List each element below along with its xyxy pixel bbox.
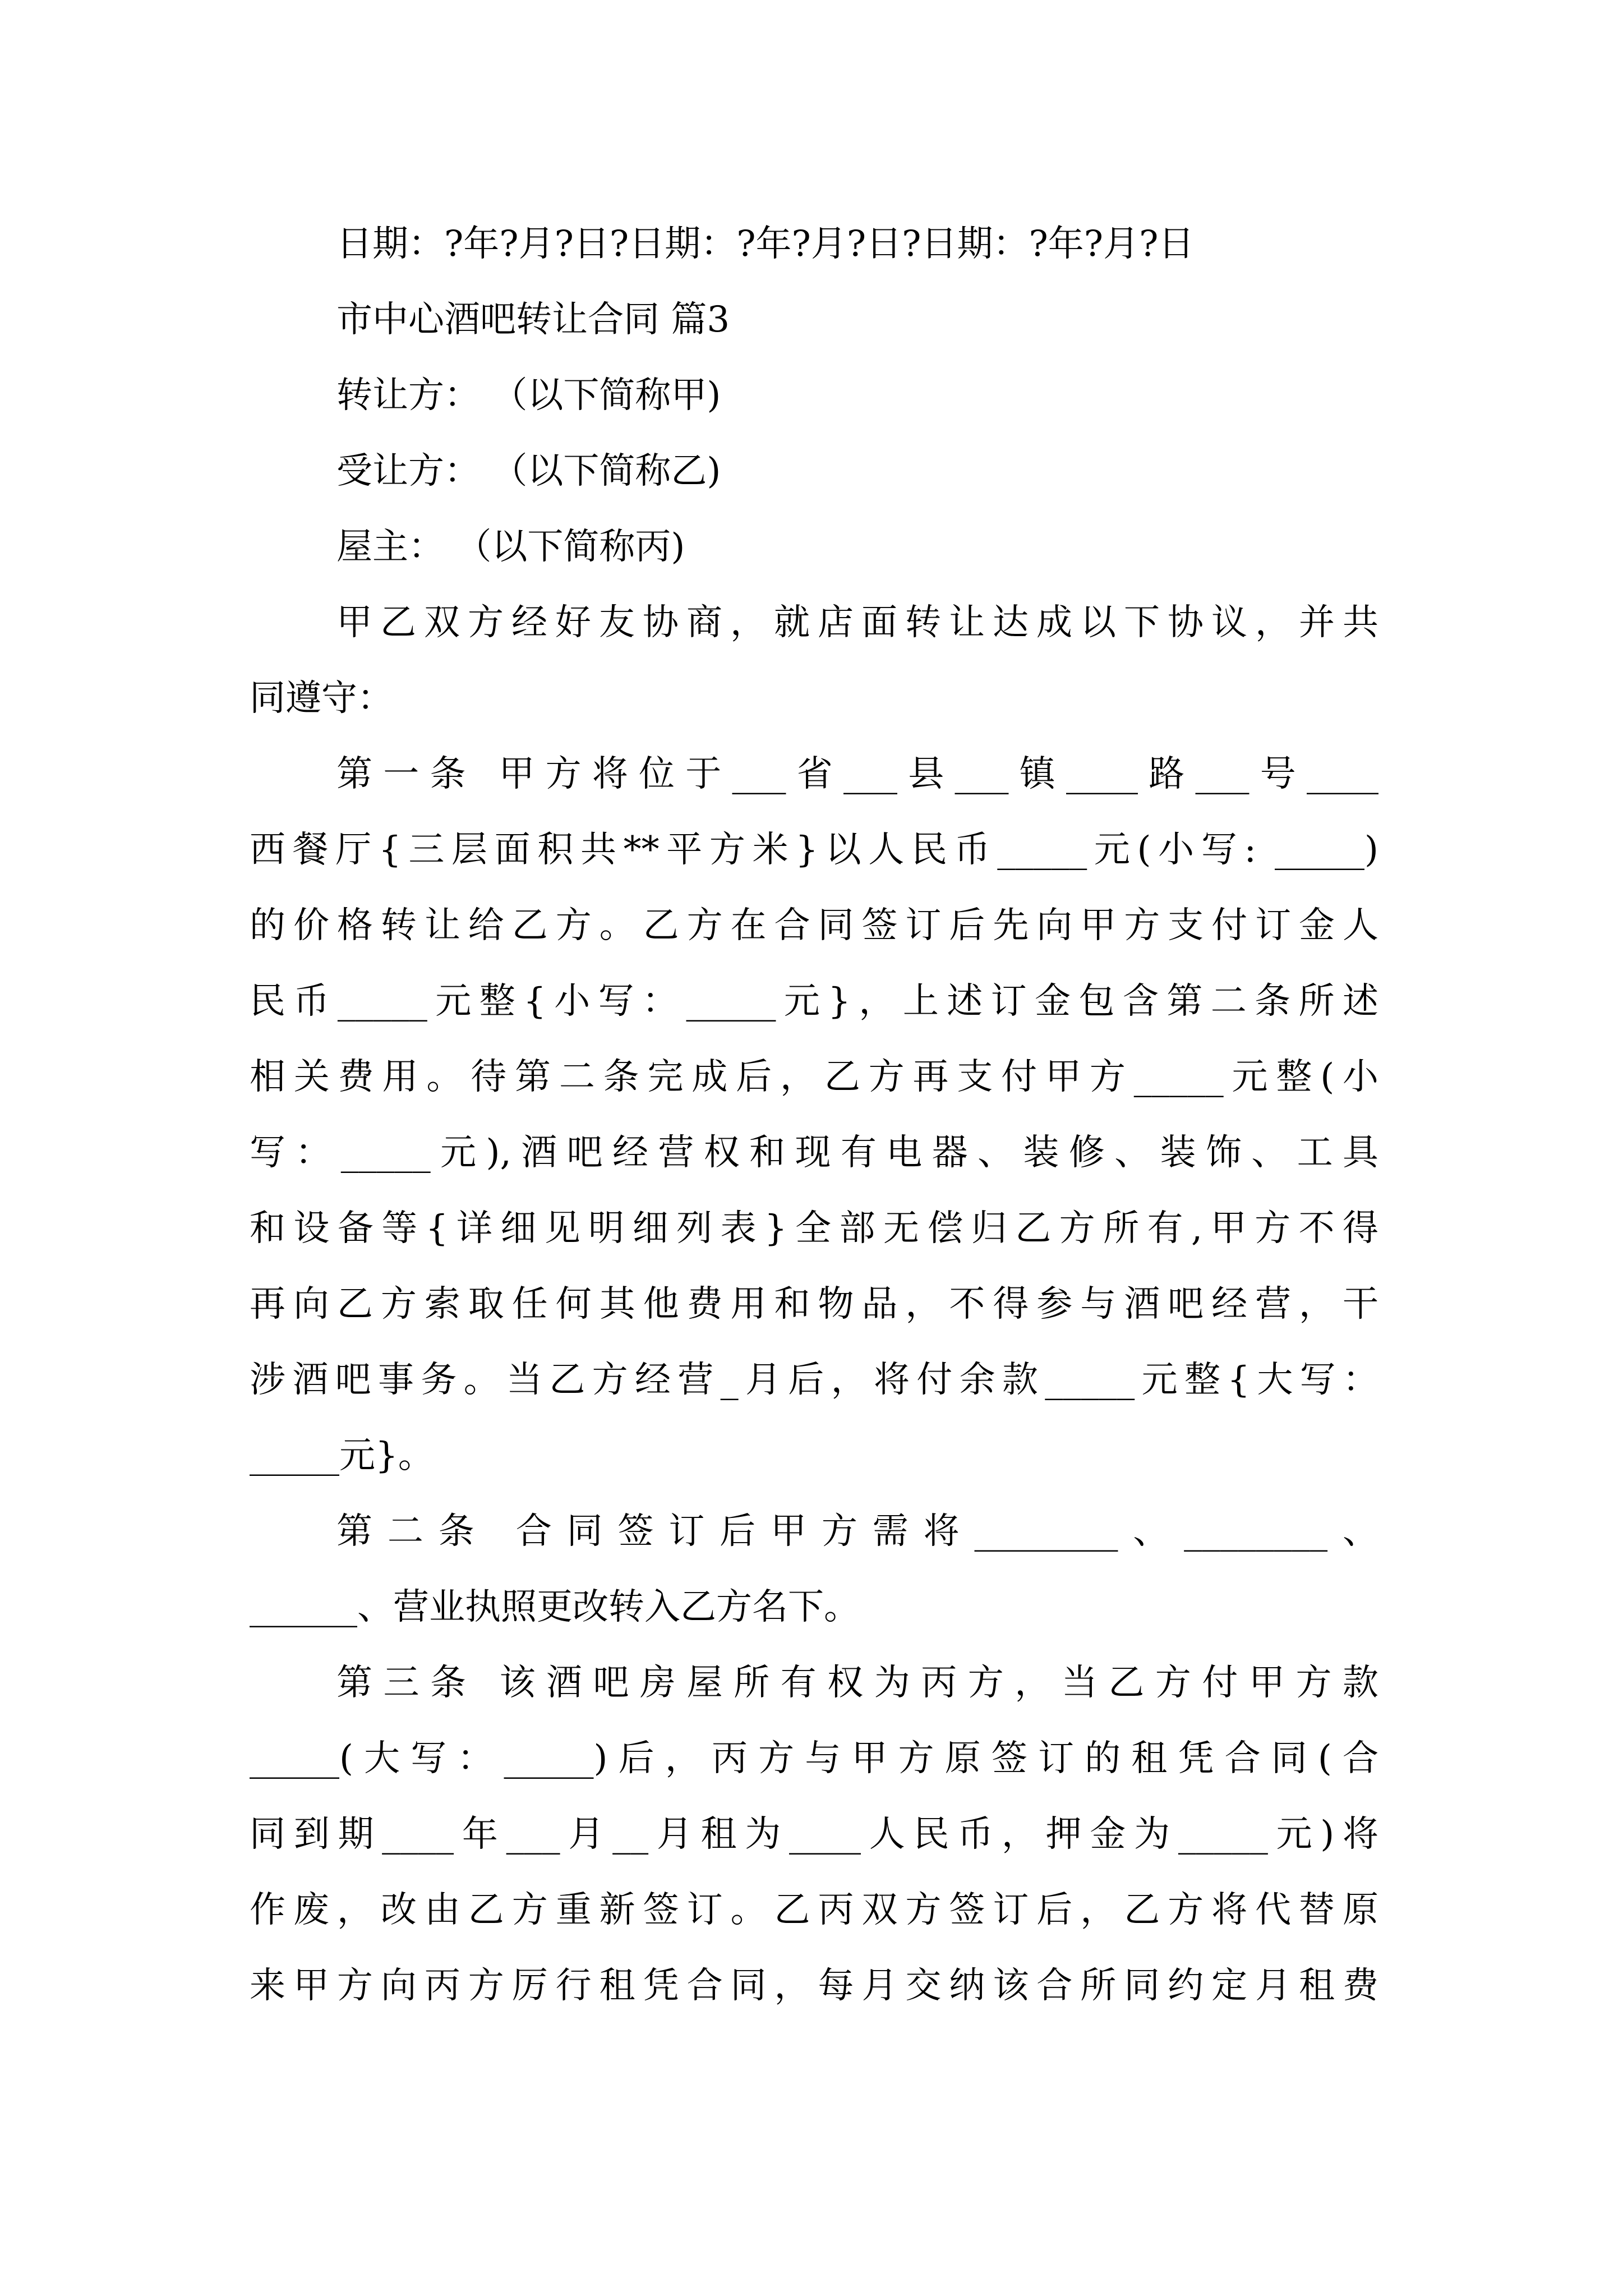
- section-heading: 市中心酒吧转让合同 篇3: [336, 299, 730, 341]
- transferor-line: 转让方： （以下简称甲): [336, 375, 721, 416]
- article-3-line-1: 第三条 该酒吧房屋所有权为丙方，当乙方付甲方款: [336, 1662, 1378, 1704]
- article-3-line-4: 作废，改由乙方重新签订。乙丙双方签订后，乙方将代替原: [250, 1889, 1378, 1931]
- signature-date-line: 日期：?年?月?日?日期：?年?月?日?日期：?年?月?日: [336, 223, 1195, 265]
- article-1-line-3: 的价格转让给乙方。乙方在合同签订后先向甲方支付订金人: [250, 905, 1378, 946]
- transferee-line: 受让方： （以下简称乙): [336, 450, 721, 492]
- article-1-line-8: 再向乙方索取任何其他费用和物品，不得参与酒吧经营，干: [250, 1283, 1378, 1325]
- article-1-line-7: 和设备等{详细见明细列表}全部无偿归乙方所有,甲方不得: [250, 1208, 1378, 1249]
- article-1-line-10: _____元}。: [250, 1435, 434, 1476]
- article-1-line-1: 第一条 甲方将位于___省___县___镇____路___号____: [336, 753, 1378, 795]
- article-3-line-5: 来甲方向丙方厉行租凭合同，每月交纳该合所同约定月租费: [250, 1965, 1378, 2007]
- article-1-line-2: 西餐厅{三层面积共**平方米}以人民币_____元(小写: _____): [250, 829, 1378, 871]
- landlord-line: 屋主： （以下简称丙): [336, 526, 685, 568]
- article-1-line-6: 写：_____元),酒吧经营权和现有电器、装修、装饰、工具: [250, 1132, 1378, 1174]
- preamble-line-1: 甲乙双方经好友协商，就店面转让达成以下协议，并共: [336, 602, 1378, 643]
- article-3-line-2: _____(大写：_____)后，丙方与甲方原签订的租凭合同(合: [250, 1738, 1378, 1779]
- article-2-line-2: ______、营业执照更改转入乙方名下。: [250, 1586, 860, 1628]
- article-3-line-3: 同到期____年___月__月租为____人民币，押金为_____元)将: [250, 1814, 1378, 1855]
- article-1-line-5: 相关费用。待第二条完成后，乙方再支付甲方_____元整(小: [250, 1056, 1378, 1098]
- preamble-line-2: 同遵守：: [250, 678, 393, 719]
- article-2-line-1: 第二条 合同签订后甲方需将________、________、: [336, 1511, 1378, 1552]
- article-1-line-4: 民币_____元整{小写：_____元}，上述订金包含第二条所述: [250, 981, 1378, 1022]
- article-1-line-9: 涉酒吧事务。当乙方经营_月后，将付余款_____元整{大写：: [250, 1359, 1378, 1401]
